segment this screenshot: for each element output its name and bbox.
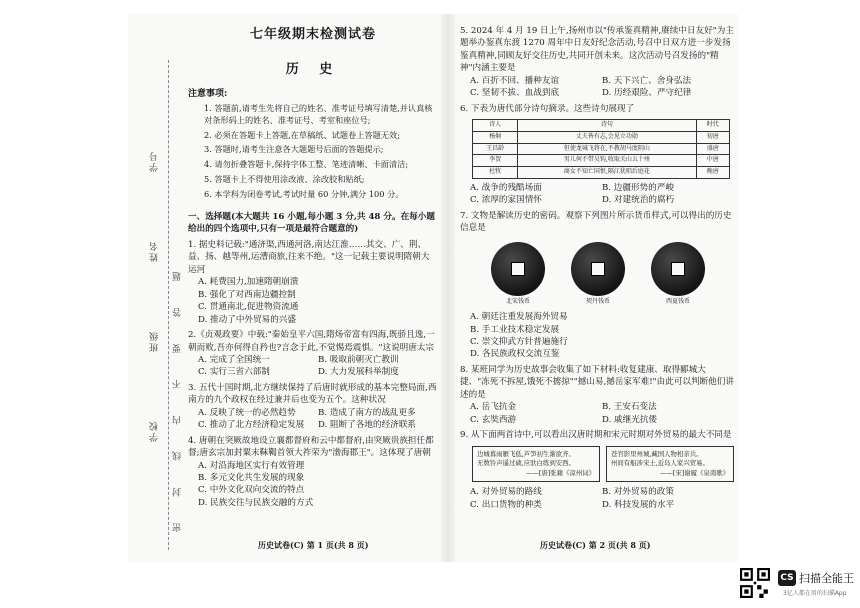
option-b: B. 对外贸易的政策: [602, 487, 674, 498]
option-d: D. 戚继光抗倭: [602, 414, 658, 425]
option-a: A. 百折不回、播种友谊: [470, 75, 560, 86]
table-header: 诗句: [518, 120, 696, 132]
label-school: 学校: [150, 420, 160, 442]
question-stem: 5. 2024 年 4 月 19 日上午,扬州市以"传承鉴真精神,赓续中日友好"为主题举办鉴真东渡 1270 周年中日友好纪念活动,号召中日双方进一步发扬鉴真精神,同顾友好交往历史,共同开创未来。这次活动号召发扬的"精神"内涵主要是: [460, 26, 734, 74]
option-d: D. 大力发展科举制度: [318, 367, 399, 378]
note-item: 6. 本学科为闭卷考试,考试时量 60 分钟,满分 100 分。: [204, 189, 404, 200]
question-stem: 8. 某班同学为历史故事会收集了如下材料:收复建康、取得郾城大捷、"冻死不拆屋,饿死不掳掠""撼山易,撼岳家军难!"由此可以判断他们讲述的是: [460, 364, 734, 400]
question-stem: 7. 文物是解读历史的密码。观察下列图片所示货币样式,可以得出的历史信息是: [460, 210, 732, 233]
option-b: B. 强化了对西南边疆控制: [198, 289, 296, 300]
poem-line: 苍官影里州城,藏国人物相亲共。: [611, 449, 703, 458]
question-stem: 2.《贞观政要》中载:"秦始皇平六国,隋炀帝富有四海,既骄且逸,一朝而败,吾亦何得自矜也?言念于此,不觉惕焉震惧。"这说明唐太宗: [188, 330, 435, 353]
table-cell: 丈夫皆有志,会见立功勋: [518, 131, 696, 143]
left-column: [188, 16, 438, 509]
seal-line-text: 密 封 线 内 不 要 答 题: [173, 260, 183, 533]
question-4: [188, 435, 438, 510]
option-d: D. 推动了中外贸易的兴盛: [198, 314, 296, 325]
table-header: 诗人: [473, 120, 518, 132]
coin-caption: 北宋钱币: [505, 298, 530, 306]
option-d: D. 各民族政权交流互鉴: [470, 349, 560, 360]
option-d: D. 科技发展的水平: [602, 499, 675, 510]
option-c: C. 崇文抑武方针普遍施行: [470, 337, 568, 348]
question-9: [460, 429, 734, 511]
question-1: [188, 239, 438, 326]
note-item: 2. 必须在答题卡上答题,在草稿纸、试题卷上答题无效;: [204, 129, 400, 140]
right-column: [460, 22, 734, 511]
option-a: A. 完成了全国统一: [198, 354, 270, 365]
northern-song-coin-image: [491, 242, 545, 296]
option-a: A. 耗费国力,加速隋朝崩溃: [198, 277, 299, 288]
table-cell: 晚唐: [696, 166, 729, 178]
camscanner-logo-icon: CS: [778, 570, 796, 586]
option-a: A. 战争的残酷场面: [470, 182, 542, 193]
option-b: B. 多元文化共生发展的现象: [198, 473, 305, 484]
page-fold: [441, 14, 455, 562]
option-b: B. 天下兴亡、舍身弘法: [602, 75, 692, 86]
table-cell: 男儿何不带吴钩,收取关山五十州: [518, 155, 696, 167]
binding-strip: [128, 60, 190, 550]
coin-captions: [478, 298, 718, 307]
question-stem: 3. 五代十国时期,北方继续保持了后唐时就形成的基本完整局面,西南方的九个政权在经过兼并后也变为五个。这种状况: [188, 382, 437, 406]
table-cell: 初唐: [696, 131, 729, 143]
question-stem: 6. 下表为唐代部分诗句摘录。这些诗句展现了: [460, 103, 635, 114]
option-a: A. 对沿海地区实行有效管理: [198, 460, 305, 471]
scanner-name: 扫描全能王: [799, 572, 854, 585]
note-item: 5. 答题卡上不得使用涂改液、涂改胶和贴纸;: [204, 174, 365, 185]
coin-caption: 西夏钱币: [665, 298, 690, 306]
exam-title: 七年级期末检测试卷: [249, 27, 376, 42]
option-b: B. 造成了南方的战乱更多: [318, 407, 416, 418]
table-row: [473, 166, 730, 178]
qr-code-icon: [740, 568, 770, 598]
option-a: A. 岳飞抗金: [470, 402, 517, 413]
scanner-tagline: 3亿人都在用的扫描App: [783, 590, 847, 597]
table-cell: 但使龙城飞将在,不教胡马度阴山: [518, 143, 696, 155]
label-class: 班级: [150, 330, 160, 352]
table-row: [473, 143, 730, 155]
option-c: C. 贯通南北,促进物资流通: [198, 302, 299, 313]
question-2: [188, 329, 438, 379]
binding-line: [168, 60, 169, 550]
option-b: B. 吸取前朝灭亡教训: [318, 354, 399, 365]
subject-title: 历 史: [285, 61, 341, 77]
table-cell: 杨炯: [473, 131, 518, 143]
option-a: A. 反映了统一的必然趋势: [198, 407, 296, 418]
table-cell: 商女不知亡国恨,隔江犹唱后庭花: [518, 166, 696, 178]
scanner-brand: [778, 570, 854, 586]
section-one-heading: 一、选择题(本大题共 16 小题,每小题 3 分,共 48 分。在每小题给出的四个选项中,只有一项是最符合题意的): [188, 211, 435, 235]
question-stem: 4. 唐朝在突厥故地设立襄都督府和云中都督府,由突厥贵族担任都督;唐玄宗加封粟末靺鞨首领大祚荣为"渤海郡王"。这体现了唐朝: [188, 435, 434, 459]
option-d: D. 历经艰险、严守纪律: [602, 88, 692, 99]
poem-table: [472, 119, 730, 178]
question-stem: 1. 据史料记载:"通济渠,西通河洛,南达江淮……其交、广、荆、益、扬、越等州,运漕商旅,往来不绝。"这一记载主要说明隋朝大运河: [188, 239, 430, 275]
khitan-coin-image: [571, 242, 625, 296]
option-a: A. 对外贸易的路线: [470, 487, 542, 498]
note-item: 3. 答题时,请考生注意各大题题号后面的答题提示;: [204, 144, 384, 155]
poem-box-tang: [472, 446, 600, 483]
poem-line: 无数铃声遥过碛,应驮白练到安西。: [477, 459, 575, 468]
option-a: A. 朝廷注重发展海外贸易: [470, 312, 568, 323]
option-b: B. 王安石变法: [602, 402, 657, 413]
option-c: C. 出口货物的种类: [470, 499, 542, 510]
table-row: [473, 131, 730, 143]
poem-source: ——[唐]张籍《凉州词》: [526, 468, 595, 477]
label-name: 姓名: [150, 240, 160, 262]
option-c: C. 中外文化双向交流的特点: [198, 485, 305, 496]
page-footer-right: 历史试卷(C) 第 2 页(共 8 页): [540, 540, 651, 550]
poem-boxes: [472, 446, 734, 483]
table-cell: 盛唐: [696, 143, 729, 155]
note-item: 4. 请勿折叠答题卡,保持字体工整、笔迹清晰、卡面清洁;: [204, 159, 409, 170]
question-5: [460, 25, 734, 100]
poem-line: 州间有船涉宋土,近岛人家兴贸易。: [611, 459, 709, 468]
question-stem: 9. 从下面两首诗中,可以看出汉唐时期和宋元时期对外贸易的最大不同是: [460, 430, 732, 441]
table-row: [473, 155, 730, 167]
table-header: 时代: [696, 120, 729, 132]
note-item: 1. 答题前,请考生先将自己的姓名、准考证号填写清楚,并认真核对条形码上的姓名、准考证号、考室和座位号;: [204, 102, 433, 125]
table-cell: 王昌龄: [473, 143, 518, 155]
option-b: B. 边疆形势的严峻: [602, 182, 674, 193]
poem-line: 边城暮雨雁飞低,芦笋初生渐欲齐。: [477, 449, 575, 458]
table-cell: 杜牧: [473, 166, 518, 178]
option-c: C. 玄奘西游: [470, 414, 517, 425]
option-b: B. 手工业技术稳定发展: [470, 324, 560, 335]
notes-heading: 注意事项:: [188, 88, 228, 99]
question-6: [460, 103, 734, 207]
option-d: D. 阻断了各地的经济联系: [318, 420, 416, 431]
option-d: D. 对建统治的腐朽: [602, 195, 675, 206]
option-d: D. 民族交往与民族交融的方式: [198, 497, 314, 508]
page-footer-left: 历史试卷(C) 第 1 页(共 8 页): [258, 540, 369, 550]
coin-images: [478, 242, 718, 296]
poem-box-song: [606, 446, 734, 483]
table-cell: 中唐: [696, 155, 729, 167]
option-c: C. 浓厚的家国情怀: [470, 195, 542, 206]
option-c: C. 坚韧不拔、血战到底: [470, 88, 560, 99]
option-c: C. 推动了北方经济稳定发展: [198, 420, 305, 431]
question-7: [460, 210, 734, 361]
option-c: C. 实行三省六部制: [198, 367, 270, 378]
label-student-number: 学号: [150, 150, 160, 172]
poem-source: ——[宋]谢履《泉南歌》: [660, 468, 729, 477]
question-3: [188, 382, 438, 432]
coin-caption: 契丹钱币: [585, 298, 610, 306]
question-8: [460, 364, 734, 426]
table-cell: 李贺: [473, 155, 518, 167]
western-xia-coin-image: [651, 242, 705, 296]
